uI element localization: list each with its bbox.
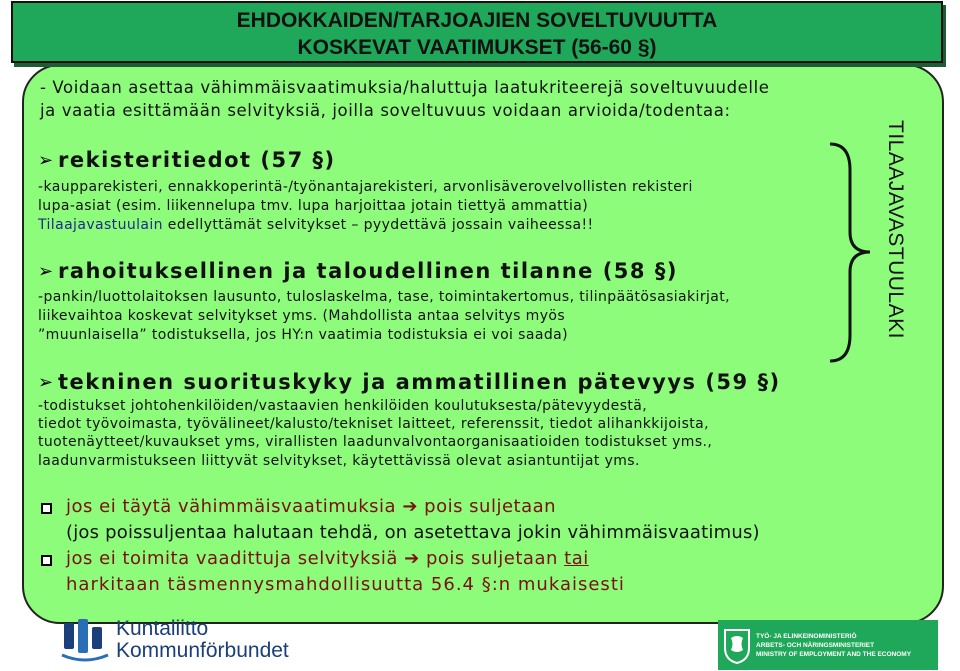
section-line: -pankin/luottolaitoksen lausunto, tuloslaskelma, tase, toimintakertomus, tilinpäätösasiakirjat,: [38, 289, 730, 305]
intro-line-2: ja vaatia esittämään selvityksiä, joilla soveltuvuus voidaan arvioida/todentaa:: [40, 101, 731, 120]
arrow-bullet-icon: ➢: [38, 372, 54, 393]
right-arrow-icon: ➔: [402, 496, 418, 517]
section-heading-financial: rahoituksellinen ja taloudellinen tilanne (58 §): [58, 259, 678, 283]
section-line: -todistukset johtohenkilöiden/vastaavien henkilöiden koulutuksesta/pätevyydestä,: [38, 398, 648, 414]
right-brace-icon: [826, 140, 874, 365]
logo-text-sv: Kommunförbundet: [116, 639, 289, 662]
lion-crest-icon: [722, 628, 752, 664]
conclusion-1-condition: jos ei täytä vähimmäisvaatimuksia: [66, 496, 397, 517]
right-arrow-icon: ➔: [404, 548, 420, 569]
checkbox-bullet-icon: [41, 555, 52, 566]
section-note-text: edellyttämät selvitykset – pyydettävä jossain vaiheessa!!: [162, 217, 594, 233]
conclusion-1-result: pois suljetaan: [424, 496, 557, 517]
conclusion-2-sub: harkitaan täsmennysmahdollisuutta 56.4 §:n mukaisesti: [66, 574, 625, 595]
kuntaliitto-logo: [60, 615, 289, 667]
tem-text-sv: ARBETS- OCH NÄRINGSMINISTERIET: [756, 642, 875, 649]
section-heading-registry: rekisteritiedot (57 §): [58, 148, 336, 172]
intro-line-1: - Voidaan asettaa vähimmäisvaatimuksia/haluttuja laatukriteerejä soveltuvuudelle: [40, 78, 770, 97]
arrow-bullet-icon: ➢: [38, 261, 54, 282]
title-line-1: EHDOKKAIDEN/TARJOAJIEN SOVELTUVUUTTA: [236, 9, 718, 32]
section-line: ”muunlaisella” todistuksella, jos HY:n vaatimia todistuksia ei voi saada): [38, 327, 568, 343]
section-heading-technical: tekninen suorituskyky ja ammatillinen pätevyys (59 §): [58, 370, 781, 394]
conclusion-2-result: pois suljetaan: [425, 548, 558, 569]
title-line-2: KOSKEVAT VAATIMUKSET (56-60 §): [297, 36, 657, 59]
conclusion-2-or: tai: [564, 548, 589, 569]
section-line: tuotenäytteet/kuvaukset yms, virallisten laadunvalvontaorganisaatioiden todistukset yms.,: [38, 434, 713, 450]
tilaajavastuulaki-link-text: Tilaajavastuulain: [38, 217, 163, 233]
arrow-bullet-icon: ➢: [38, 150, 54, 171]
section-note: [38, 217, 594, 233]
conclusion-2-condition: jos ei toimita vaadittuja selvityksiä: [66, 548, 398, 569]
conclusion-2: [66, 548, 589, 569]
side-label-text: TILAAJAVASTUULAKI: [884, 120, 907, 339]
kuntaliitto-emblem-icon: [60, 617, 110, 665]
checkbox-bullet-icon: [41, 503, 52, 514]
section-line: liikevaihtoa koskevat selvitykset yms. (Mahdollista antaa selvitys myös: [38, 308, 566, 324]
section-line: lupa-asiat (esim. liikennelupa tmv. lupa harjoittaa jotain tiettyä ammattia): [38, 198, 589, 214]
section-line: tiedot työvoimasta, työvälineet/kalusto/tekniset laitteet, referenssit, tiedot alihankkijoista,: [38, 416, 710, 432]
tem-logo: [718, 620, 938, 670]
tem-text-fi: TYÖ- JA ELINKEINOMINISTERIÖ: [756, 633, 857, 640]
conclusion-1: [66, 496, 556, 517]
conclusion-1-sub: (jos poissuljentaa halutaan tehdä, on asetettava jokin vähimmäisvaatimus): [66, 522, 760, 543]
section-line: -kaupparekisteri, ennakkoperintä-/työnantajarekisteri, arvonlisäverovelvollisten rekisteri: [38, 179, 693, 195]
section-line: laadunvarmistukseen liittyvät selvitykset, käytettävissä olevat asiantuntijat yms.: [38, 453, 640, 469]
logo-text-fi: Kuntaliitto: [116, 617, 209, 640]
title-box: [11, 1, 943, 63]
side-label: [880, 120, 910, 375]
tem-text-en: MINISTRY OF EMPLOYMENT AND THE ECONOMY: [756, 651, 912, 658]
